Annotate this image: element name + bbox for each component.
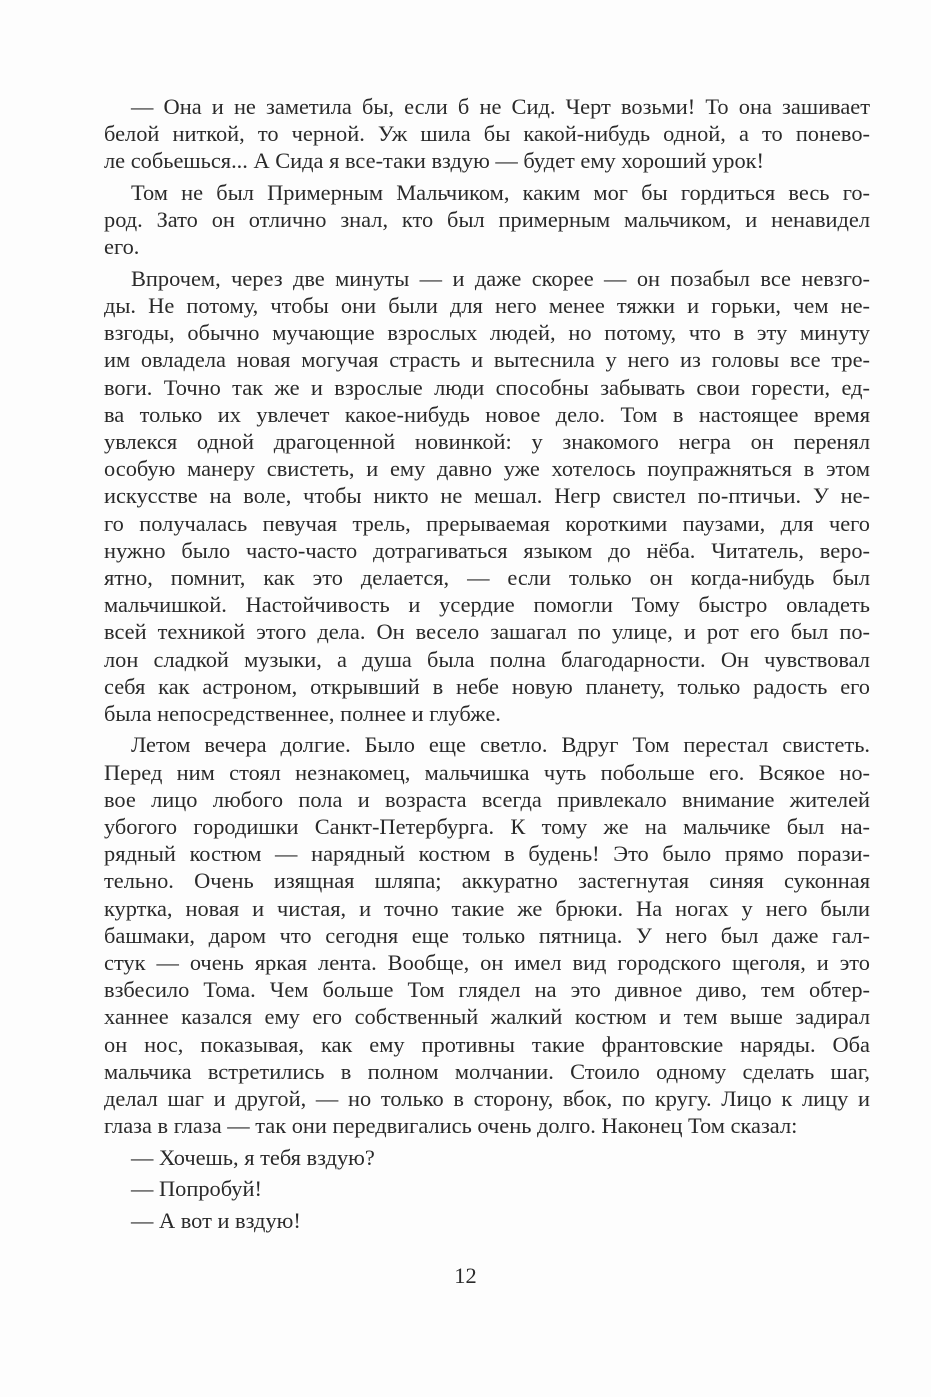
dialogue-line-1 [104,1144,870,1171]
dialogue-line-3 [104,1207,870,1234]
text-line: белой ниткой, то черной. Уж шила бы какой-нибудь одной, а то понево- [104,121,870,147]
text-line: взгоды, обычно мучающие взрослых людей, но потому, что в эту минуту [104,320,870,346]
text-line: Том не был Примерным Мальчиком, каким мог бы гордиться весь го- [131,179,870,205]
paragraph-1 [104,93,870,175]
text-line: род. Зато он отлично знал, кто был примерным мальчиком, и ненавидел [104,207,870,233]
text-line: го получалась певучая трель, прерываемая короткими паузами, для чего [104,510,870,536]
text-line: — А вот и вздую! [131,1207,301,1233]
text-line: нужно было часто-часто дотрагиваться языком до нёба. Читатель, веро- [104,537,870,563]
text-line: — Хочешь, я тебя вздую? [131,1144,375,1170]
text-line: мальчишкой. Настойчивость и усердие помогли Тому быстро овладеть [104,592,870,618]
body-text [104,93,870,1238]
text-line: стук — очень яркая лента. Вообще, он имел вид городского щеголя, и это [104,949,870,975]
dialogue-line-2 [104,1175,870,1202]
text-line: мальчика встретились в полном молчании. Стоило одному сделать шаг, [104,1058,870,1084]
text-line: тельно. Очень изящная шляпа; аккуратно застегнутая синяя суконная [104,868,870,894]
text-line: башмаки, даром что сегодня еще только пятница. У него был даже гал- [104,922,870,948]
text-line: убогого городишки Санкт-Петербурга. К тому же на мальчике был на- [104,814,870,840]
text-line: ды. Не потому, чтобы они были для него менее тяжки и горьки, чем не- [104,293,870,319]
text-line: взбесило Тома. Чем больше Том глядел на это дивное диво, тем обтер- [104,977,870,1003]
text-line: ва только их увлечет какое-нибудь новое дело. Том в настоящее время [104,401,870,427]
text-line: куртка, новая и чистая, и точно такие же брюки. На ногах у него были [104,895,870,921]
text-line: увлекся одной драгоценной новинкой: у знакомого негра он перенял [104,429,870,455]
text-line: вое лицо любого пола и возраста всегда привлекало внимание жителей [104,786,870,812]
text-line: особую манеру свистеть, и ему давно уже хотелось поупражняться в этом [104,456,870,482]
text-line: он нос, показывая, как ему противны такие франтовские наряды. Оба [104,1031,870,1057]
text-line: ятно, помнит, как это делается, — если только он когда-нибудь был [104,564,870,590]
text-line: — Попробуй! [131,1176,262,1202]
text-line: была непосредственнее, полнее и глубже. [104,700,501,726]
text-line: — Она и не заметила бы, если б не Сид. Черт возьми! То она зашивает [131,94,870,119]
text-line: ле собьешься... А Сида я все-таки вздую — будет ему хороший урок! [104,148,764,174]
text-line: рядный костюм — нарядный костюм в будень! Это было прямо порази- [104,841,870,867]
paragraph-2 [104,179,870,261]
paragraph-4 [104,731,870,1139]
text-line: себя как астроном, открывший в небе новую планету, только радость его [104,673,870,699]
text-line: делал шаг и другой, — но только в сторону, вбок, по кругу. Лицо к лицу и [104,1085,870,1111]
text-line: лон сладкой музыки, а душа была полна благодарности. Он чувствовал [104,646,870,672]
text-line: им овладела новая могучая страсть и вытеснила у него из головы все тре- [104,347,870,373]
text-line: Летом вечера долгие. Было еще светло. Вдруг Том перестал свистеть. [131,732,870,758]
paragraph-3 [104,265,870,727]
page-number: 12 [454,1263,477,1288]
text-line: его. [104,234,140,260]
text-line: всей техникой этого дела. Он весело зашагал по улице, и рот его был по- [104,619,870,645]
text-line: Перед ним стоял незнакомец, мальчишка чуть побольше его. Всякое но- [104,759,870,785]
text-line: глаза в глаза — так они передвигались очень долго. Наконец Том сказал: [104,1113,798,1139]
text-line: ханнее казался ему его собственный жалкий костюм и тем выше задирал [104,1004,870,1030]
text-line: воги. Точно так же и взрослые люди способны забывать свои горести, ед- [104,374,870,400]
text-line: Впрочем, через две минуты — и даже скорее — он позабыл все невзго- [131,265,870,291]
text-line: искусстве на воле, чтобы никто не мешал. Негр свистел по-птичьи. У не- [104,483,870,509]
